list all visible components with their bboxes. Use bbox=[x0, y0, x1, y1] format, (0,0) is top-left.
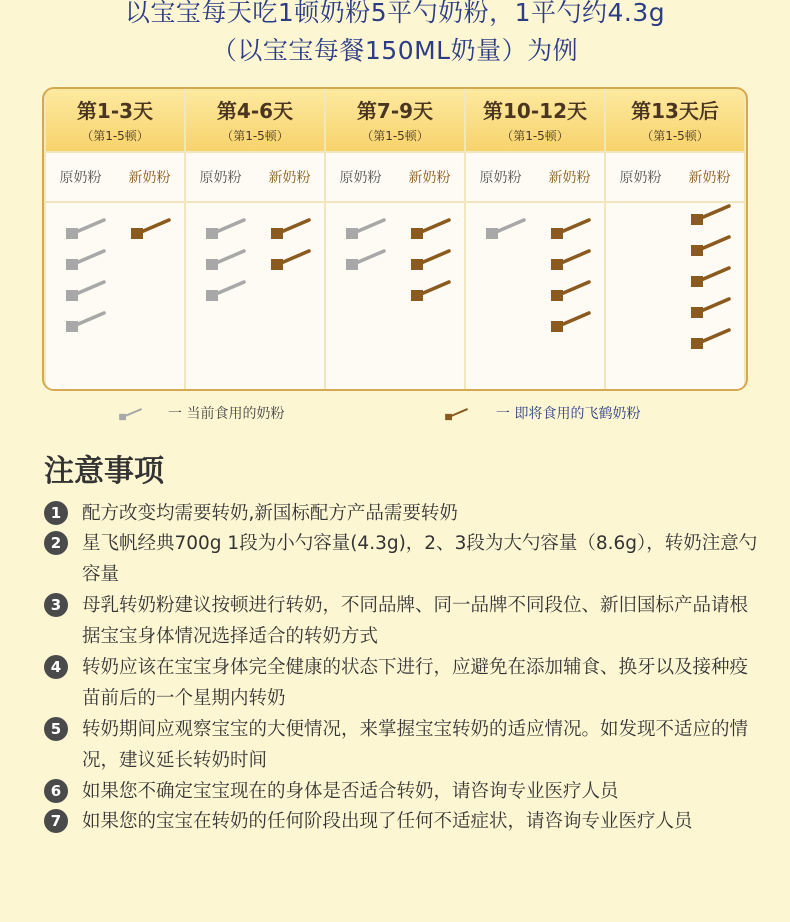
scoops-area bbox=[186, 203, 324, 389]
old-scoop-icon bbox=[64, 248, 106, 274]
new-formula-label: 新奶粉 bbox=[408, 170, 451, 186]
new-scoop-icon bbox=[409, 217, 451, 243]
note-number-badge: 3 bbox=[44, 593, 68, 617]
stage-column bbox=[46, 89, 184, 391]
old-scoop-icon bbox=[204, 248, 246, 274]
new-scoop-icon bbox=[549, 279, 591, 305]
scoops-area bbox=[326, 203, 464, 389]
old-scoop-icon bbox=[118, 407, 142, 423]
new-scoop-icon bbox=[689, 296, 731, 322]
stage-column bbox=[466, 89, 604, 391]
formula-labels bbox=[466, 153, 604, 201]
note-number-badge: 2 bbox=[44, 531, 68, 555]
note-text: 如果您的宝宝在转奶的任何阶段出现了任何不适症状，请咨询专业医疗人员 bbox=[82, 811, 693, 832]
old-scoop-icon bbox=[344, 248, 386, 274]
old-formula-label: 原奶粉 bbox=[619, 170, 662, 186]
formula-labels bbox=[46, 153, 184, 201]
legend-old-text: 一 当前食用的奶粉 bbox=[168, 406, 285, 422]
new-scoop-icon bbox=[444, 407, 468, 423]
new-scoop-icon bbox=[129, 217, 171, 243]
note-text: 星飞帆经典700g 1段为小勺容量(4.3g)，2、3段为大勺容量（8.6g），转奶注意勺容量 bbox=[82, 533, 758, 585]
new-scoop-icon bbox=[269, 248, 311, 274]
stage-subtitle: （第1-5顿） bbox=[221, 129, 289, 143]
notes-title: 注意事项 bbox=[44, 454, 164, 489]
new-scoop-icon bbox=[689, 265, 731, 291]
scoops-area bbox=[466, 203, 604, 389]
new-scoop-icon bbox=[409, 279, 451, 305]
note-text: 配方改变均需要转奶,新国标配方产品需要转奶 bbox=[82, 503, 458, 524]
note-number-badge: 7 bbox=[44, 809, 68, 833]
new-scoop-icon bbox=[549, 217, 591, 243]
header-line-1: 以宝宝每天吃1顿奶粉5平勺奶粉，1平勺约4.3g bbox=[124, 0, 666, 27]
stage-title: 第1-3天 bbox=[76, 99, 154, 123]
note-text: 如果您不确定宝宝现在的身体是否适合转奶，请咨询专业医疗人员 bbox=[82, 781, 619, 802]
note-text: 转奶期间应观察宝宝的大便情况，来掌握宝宝转奶的适应情况。如发现不适应的情况，建议延长转奶时间 bbox=[82, 719, 749, 771]
old-scoop-icon bbox=[204, 217, 246, 243]
old-scoop-icon bbox=[64, 310, 106, 336]
old-scoop-icon bbox=[64, 217, 106, 243]
stage-title: 第13天后 bbox=[631, 99, 719, 123]
stage-header bbox=[606, 89, 744, 151]
new-scoop-icon bbox=[689, 234, 731, 260]
scoops-area bbox=[46, 203, 184, 389]
new-formula-label: 新奶粉 bbox=[128, 170, 171, 186]
note-number-badge: 1 bbox=[44, 501, 68, 525]
formula-labels bbox=[326, 153, 464, 201]
legend-new-text: 一 即将食用的飞鹤奶粉 bbox=[496, 406, 641, 422]
stage-header bbox=[466, 89, 604, 151]
stage-title: 第7-9天 bbox=[356, 99, 434, 123]
new-formula-label: 新奶粉 bbox=[548, 170, 591, 186]
old-scoop-icon bbox=[344, 217, 386, 243]
new-formula-label: 新奶粉 bbox=[688, 170, 731, 186]
new-formula-label: 新奶粉 bbox=[268, 170, 311, 186]
scoops-area bbox=[606, 203, 744, 389]
stage-subtitle: （第1-5顿） bbox=[81, 129, 149, 143]
new-scoop-icon bbox=[689, 203, 731, 229]
new-scoop-icon bbox=[549, 310, 591, 336]
stage-header bbox=[186, 89, 324, 151]
stage-column bbox=[186, 89, 324, 391]
stage-subtitle: （第1-5顿） bbox=[641, 129, 709, 143]
stage-subtitle: （第1-5顿） bbox=[501, 129, 569, 143]
stage-header bbox=[46, 89, 184, 151]
stage-header bbox=[326, 89, 464, 151]
new-scoop-icon bbox=[689, 327, 731, 353]
old-formula-label: 原奶粉 bbox=[479, 170, 522, 186]
new-scoop-icon bbox=[269, 217, 311, 243]
stage-column bbox=[606, 89, 744, 391]
note-number-badge: 6 bbox=[44, 779, 68, 803]
old-scoop-icon bbox=[204, 279, 246, 305]
stage-title: 第10-12天 bbox=[483, 99, 587, 123]
note-text: 母乳转奶粉建议按顿进行转奶，不同品牌、同一品牌不同段位、新旧国标产品请根据宝宝身体情况选择适合的转奶方式 bbox=[82, 595, 749, 647]
stage-column bbox=[326, 89, 464, 391]
new-scoop-icon bbox=[409, 248, 451, 274]
formula-labels bbox=[186, 153, 324, 201]
new-scoop-icon bbox=[549, 248, 591, 274]
old-formula-label: 原奶粉 bbox=[339, 170, 382, 186]
old-formula-label: 原奶粉 bbox=[199, 170, 242, 186]
header-line-2: （以宝宝每餐150ML奶量）为例 bbox=[211, 36, 579, 65]
old-scoop-icon bbox=[484, 217, 526, 243]
formula-labels bbox=[606, 153, 744, 201]
stage-subtitle: （第1-5顿） bbox=[361, 129, 429, 143]
note-number-badge: 4 bbox=[44, 655, 68, 679]
transition-table bbox=[42, 87, 748, 391]
note-text: 转奶应该在宝宝身体完全健康的状态下进行，应避免在添加辅食、换牙以及接种疫苗前后的一个星期内转奶 bbox=[82, 657, 749, 709]
old-formula-label: 原奶粉 bbox=[59, 170, 102, 186]
note-number-badge: 5 bbox=[44, 717, 68, 741]
stage-title: 第4-6天 bbox=[216, 99, 294, 123]
old-scoop-icon bbox=[64, 279, 106, 305]
